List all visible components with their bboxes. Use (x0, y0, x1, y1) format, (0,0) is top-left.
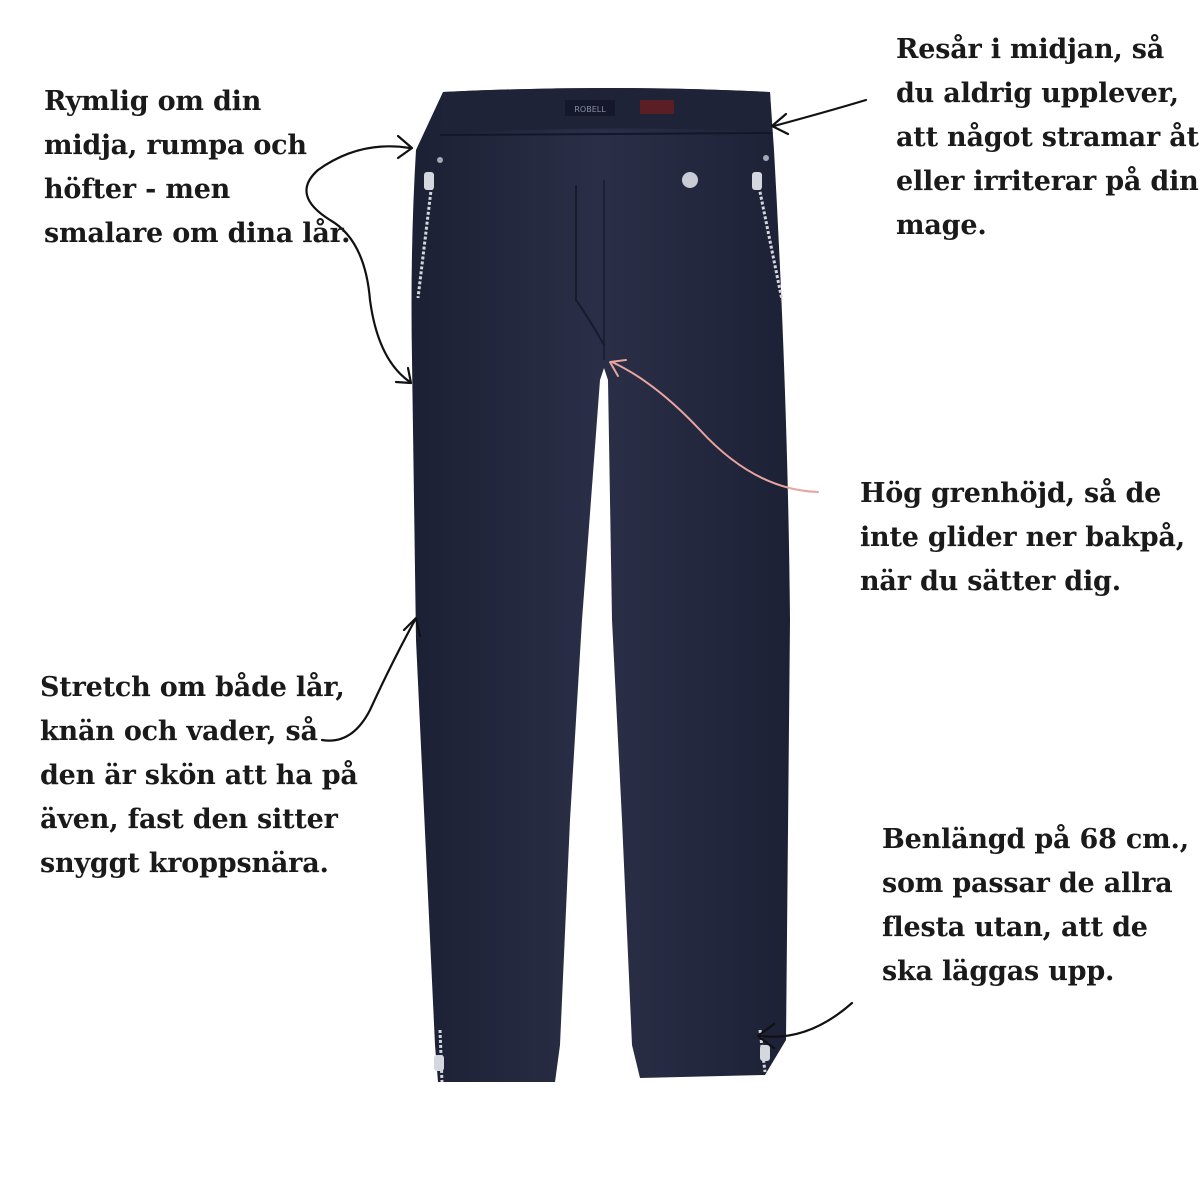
size-tag (640, 100, 674, 114)
note-waist-fit: Rymlig om din midja, rumpa och höfter - men smalare om dina lår. (44, 86, 351, 249)
brand-label-text: ROBELL (574, 105, 606, 114)
note-leg-length: Benlängd på 68 cm., som passar de allra flesta utan, att de ska läggas upp. (882, 824, 1189, 987)
note-high-rise: Hög grenhöjd, så de inte glider ner bakpå, när du sätter dig. (860, 478, 1185, 597)
button (682, 172, 698, 188)
note-elastic-waist: Resår i midjan, så du aldrig upplever, att något stramar åt eller irriterar på din mage. (896, 34, 1199, 241)
note-stretch: Stretch om både lår, knän och vader, så den är skön att ha på även, fast den sitter snyggt kroppsnära. (40, 672, 358, 879)
trousers-body (412, 88, 791, 1082)
elastic-waist-arrow (774, 100, 866, 126)
